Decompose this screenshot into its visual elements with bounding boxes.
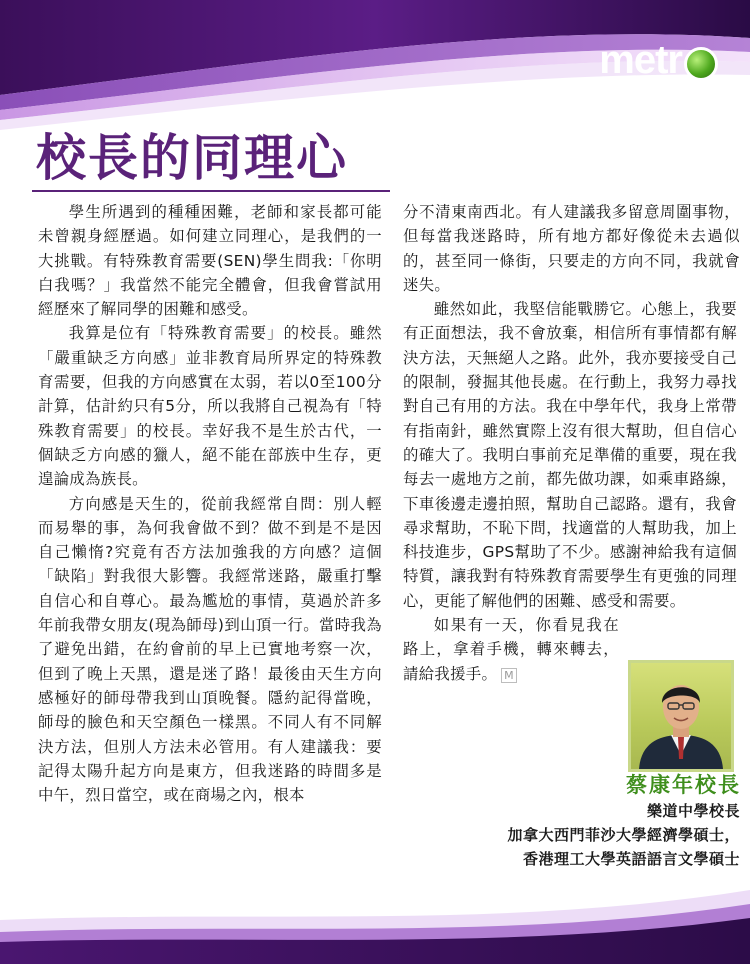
article-title: 校長的同理心 — [36, 128, 348, 187]
author-credential: 樂道中學校長 — [646, 802, 740, 820]
author-credential: 香港理工大學英語語言文學碩士 — [522, 850, 740, 868]
logo-text: metr — [599, 38, 682, 82]
closing-paragraph — [403, 613, 619, 686]
end-mark-icon: M — [501, 668, 517, 683]
author-name: 蔡康年校長 — [626, 773, 741, 797]
paragraph: 我算是位有「特殊教育需要」的校長。雖然「嚴重缺乏方向感」並非教育局所界定的特殊教育需要，但我的方向感實在太弱，若以0至100分計算，估計約只有5分，所以我將自己視為有「特殊教育需要」的校長。幸好我不是生於古代，一個缺乏方向感的獵人，絕不能在部族中生存，更遑論成為族長。 — [38, 324, 382, 489]
paragraph: 學生所遇到的種種困難，老師和家長都可能未曾親身經歷過。如何建立同理心，是我們的一大挑戰。有特殊教育需要(SEN)學生問我:「你明白我嗎？」我當然不能完全體會，但我會嘗試用經歷來了解同學的困難和感受。 — [38, 203, 382, 319]
metro-logo — [599, 38, 718, 83]
paragraph: 分不清東南西北。有人建議我多留意周圍事物，但每當我迷路時，所有地方都好像從未去過似的，甚至同一條街，只要走的方向不同，我就會迷失。 — [403, 203, 740, 294]
author-credential: 加拿大西門菲沙大學經濟學碩士， — [507, 826, 740, 844]
paragraph: 方向感是天生的，從前我經常自問：別人輕而易舉的事，為何我會做不到？做不到是不是因自己懶惰?究竟有否方法加強我的方向感？這個「缺陷」對我很大影響。我經常迷路，嚴重打擊自信心和自尊心。最為尷尬的事情，莫過於許多年前我帶女朋友(現為師母)到山頂一行。當時我為了避免出錯，在約會前的早上已實地考察一次，但到了晚上天黑，還是迷了路！最後由天生方向感極好的師母帶我到山頂晚餐。隱約記得當晚，師母的臉色和天空顏色一樣黑。不同人有不同解決方法，但別人方法未必管用。有人建議我：要記得太陽升起方向是東方，但我迷路的時間多是中午，烈日當空，或在商場之內，根本 — [38, 494, 382, 805]
article-column-right — [403, 200, 740, 686]
article-column-left — [38, 200, 382, 807]
author-photo — [628, 660, 734, 772]
closing-text: 如果有一天，你看見我在路上，拿着手機，轉來轉去，請給我援手。 — [403, 616, 619, 683]
footer-banner — [0, 880, 750, 964]
author-portrait-icon — [631, 663, 731, 769]
logo-globe-icon — [684, 47, 718, 81]
title-divider — [32, 190, 390, 192]
paragraph: 雖然如此，我堅信能戰勝它。心態上，我要有正面想法，我不會放棄，相信所有事情都有解決方法，天無絕人之路。此外，我亦要接受自己的限制，發掘其他長處。在行動上，我努力尋找對自己有用的方法。我在中學年代，我身上常帶有指南針，雖然實際上沒有很大幫助，但自信心的確大了。我明白事前充足準備的重要，現在我每去一處地方之前，都先做功課，如乘車路線，下車後邊走邊拍照，幫助自己認路。還有，我會尋求幫助，不恥下問，找適當的人幫助我，加上科技進步，GPS幫助了不少。感謝神給我有這個特質，讓我對有特殊教育需要學生有更強的同理心，更能了解他們的困難、感受和需要。 — [403, 300, 737, 610]
